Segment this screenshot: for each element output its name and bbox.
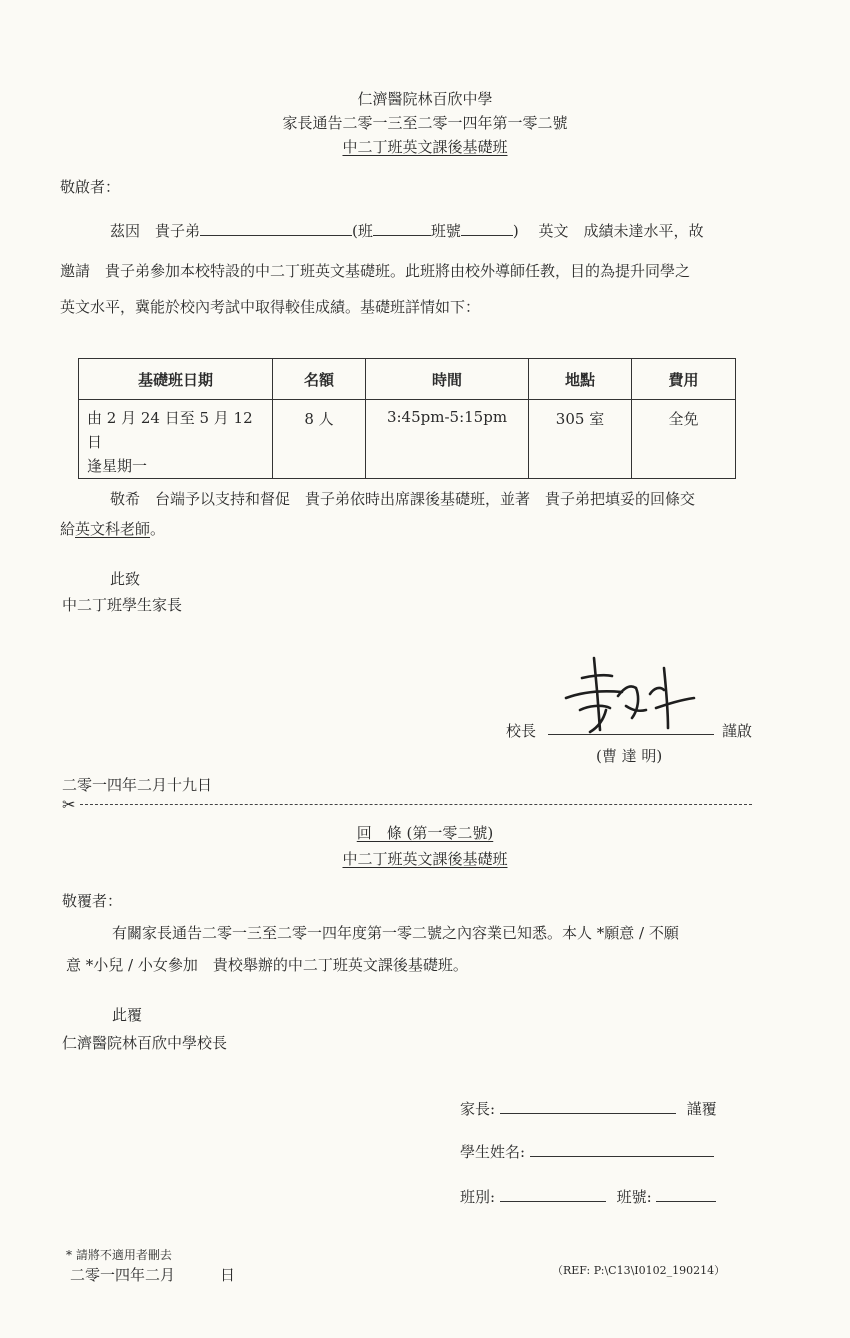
class-number-input-blank[interactable] — [656, 1187, 716, 1202]
principal-signature — [560, 648, 700, 738]
signature-line — [548, 734, 714, 735]
paragraph-1-line-1 — [110, 220, 704, 241]
reply-slip-subtitle: 中二丁班英文課後基礎班 — [342, 850, 508, 868]
header-fee: 費用 — [632, 359, 736, 400]
notice-subject: 中二丁班英文課後基礎班 — [342, 138, 508, 156]
table-header-row — [79, 359, 736, 400]
salutation: 敬啟者： — [60, 178, 121, 196]
student-name-input-blank[interactable] — [530, 1142, 714, 1157]
reply-body-line-1: 有關家長通告二零一三至二零一四年度第一零二號之內容業已知悉。本人 *願意 / 不願 — [112, 924, 679, 942]
reply-slip-title: 回 條 (第一零二號) — [356, 824, 494, 842]
header-time: 時間 — [366, 359, 529, 400]
notice-number: 家長通告二零一三至二零一四年第一零二號 — [282, 114, 568, 132]
scissors-icon: ✂ — [62, 795, 76, 814]
p2-prefix: 給 — [60, 520, 76, 538]
to-line-2: 中二丁班學生家長 — [62, 596, 183, 614]
reply-word: 此覆 — [112, 1006, 143, 1024]
paragraph-2-line-2 — [60, 518, 165, 539]
header-dates: 基礎班日期 — [79, 359, 273, 400]
school-name: 仁濟醫院林百欣中學 — [357, 90, 493, 108]
principal-label: 校長 — [506, 722, 537, 740]
header-quota: 名額 — [273, 359, 366, 400]
student-name-label: 學生姓名: — [460, 1143, 526, 1161]
table-row — [79, 400, 736, 479]
p1-text-b: (班 — [352, 222, 373, 240]
student-name-field — [460, 1141, 714, 1162]
notice-date: 二零一四年二月十九日 — [62, 776, 213, 794]
dates-line-1: 由 2 月 24 日至 5 月 12 日 — [87, 409, 253, 451]
cell-dates — [79, 400, 273, 479]
to-line-1: 此致 — [110, 570, 141, 588]
cell-quota: 8 人 — [273, 400, 366, 479]
reference-code: （REF: P:\C13\I0102_190214） — [552, 1264, 726, 1277]
cell-fee: 全免 — [632, 400, 736, 479]
class-blank — [373, 221, 431, 236]
parent-signature-blank[interactable] — [500, 1099, 676, 1114]
p1-text-d: ) 英文 成績未達水平，故 — [512, 222, 704, 240]
class-number-blank — [461, 221, 513, 236]
principal-name: (曹 達 明) — [596, 747, 663, 765]
class-input-blank[interactable] — [500, 1187, 606, 1202]
parent-closing: 謹覆 — [686, 1100, 717, 1118]
dates-line-2: 逢星期一 — [87, 457, 148, 475]
paragraph-1-line-2: 邀請 貴子弟參加本校特設的中二丁班英文基礎班。此班將由校外導師任教，目的為提升同學之 — [60, 262, 691, 280]
reply-to: 仁濟醫院林百欣中學校長 — [62, 1034, 228, 1052]
reply-date: 二零一四年二月 日 — [70, 1266, 236, 1284]
class-field — [460, 1186, 716, 1207]
p2-suffix: 。 — [150, 520, 166, 538]
principal-closing: 謹啟 — [722, 722, 753, 740]
class-label: 班別: — [460, 1188, 496, 1206]
cell-time: 3:45pm-5:15pm — [366, 400, 529, 479]
footnote: * 請將不適用者刪去 — [66, 1248, 172, 1262]
header-venue: 地點 — [529, 359, 632, 400]
student-name-blank — [200, 221, 352, 236]
reply-body-line-2: 意 *小兒 / 小女參加 貴校舉辦的中二丁班英文課後基礎班。 — [66, 956, 468, 974]
cut-line — [80, 804, 752, 805]
reply-salutation: 敬覆者： — [62, 892, 123, 910]
p1-text-c: 班號 — [430, 222, 461, 240]
class-number-label: 班號: — [616, 1188, 652, 1206]
paragraph-2-line-1: 敬希 台端予以支持和督促 貴子弟依時出席課後基礎班，並著 貴子弟把填妥的回條交 — [110, 490, 696, 508]
parent-label: 家長: — [460, 1100, 496, 1118]
schedule-table — [78, 358, 736, 479]
english-teacher-text: 英文科老師 — [75, 520, 151, 538]
paragraph-1-line-3: 英文水平，冀能於校內考試中取得較佳成績。基礎班詳情如下： — [60, 298, 481, 316]
cell-venue: 305 室 — [529, 400, 632, 479]
p1-text-a: 茲因 貴子弟 — [110, 222, 201, 240]
parent-field — [460, 1098, 717, 1119]
